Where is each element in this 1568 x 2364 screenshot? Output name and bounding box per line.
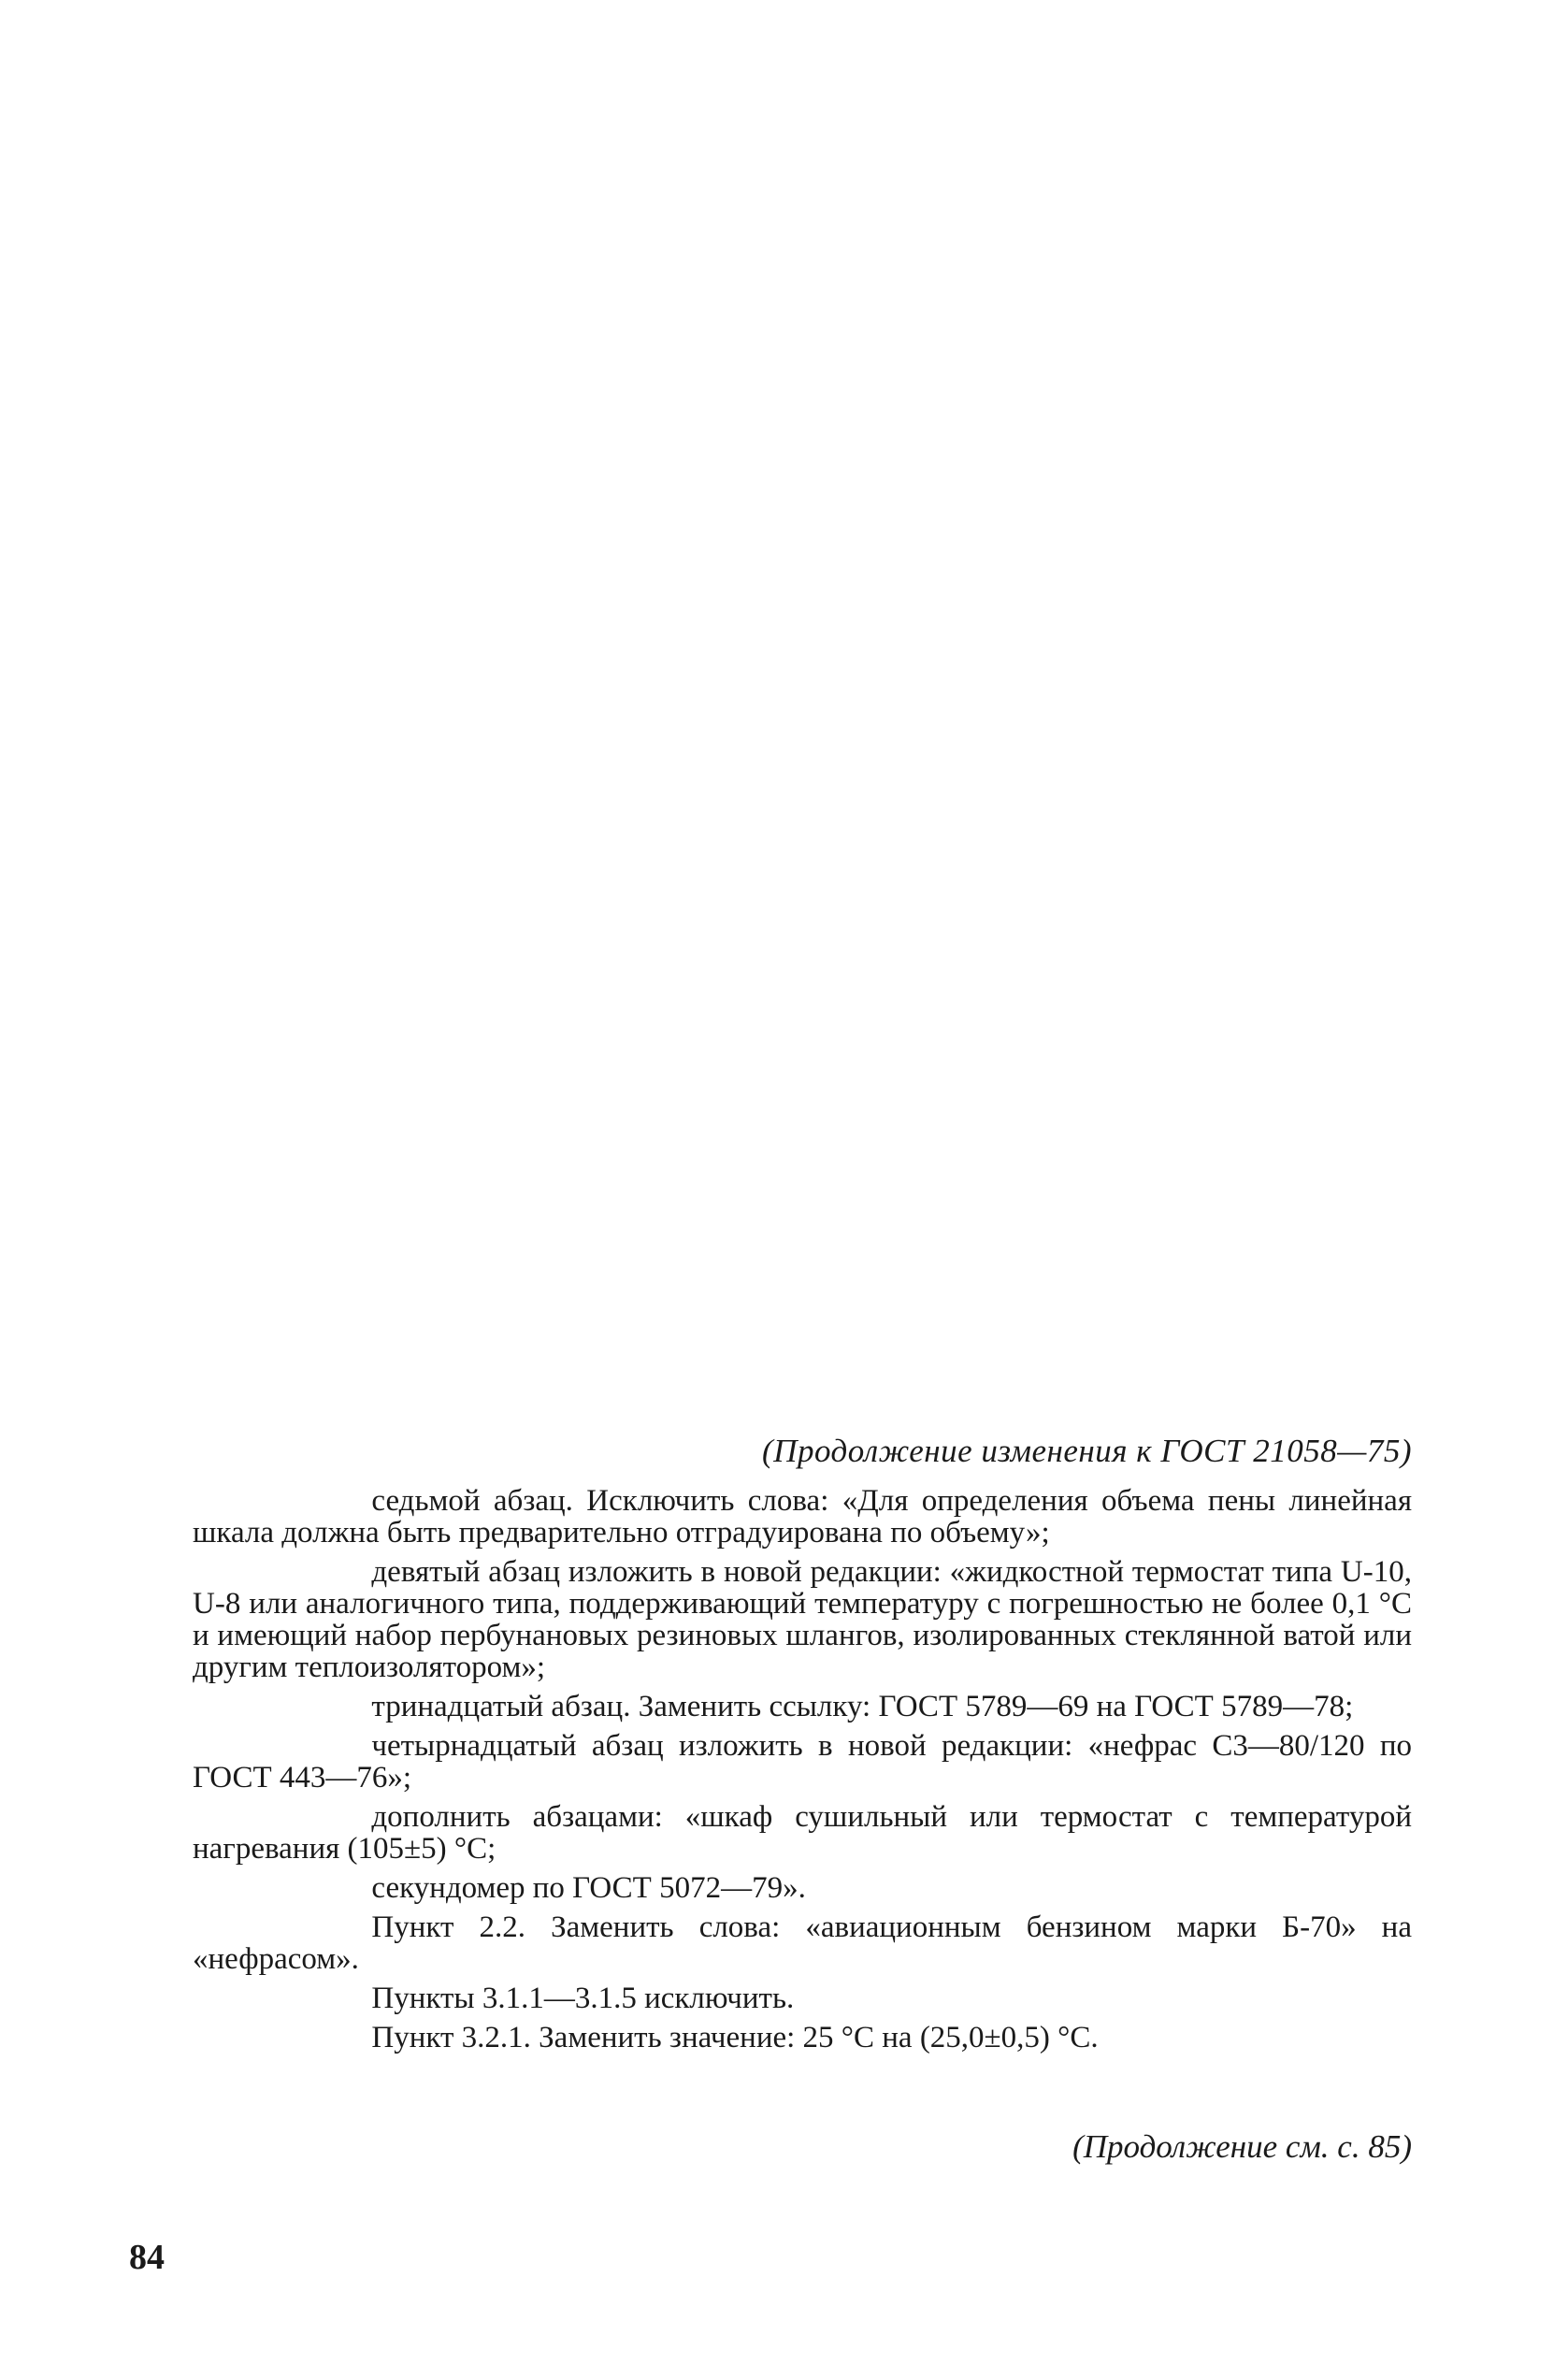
continuation-header: (Продолжение изменения к ГОСТ 21058—75) [762,1433,1412,1469]
paragraph-clauses-3-1: Пункты 3.1.1—3.1.5 исключить. [371,1982,795,2015]
document-body [193,1485,1412,2061]
paragraph-clause-2-2: Пункт 2.2. Заменить слова: «авиационным бензином марки Б-70» на «нефрасом». [193,1910,1412,1976]
continuation-footer: (Продолжение см. с. 85) [1072,2128,1412,2165]
paragraph-fourteenth-abzac: четырнадцатый абзац изложить в новой редакции: «нефрас С3—80/120 по ГОСТ 443—76»; [193,1729,1412,1795]
paragraph-seventh-abzac: седьмой абзац. Исключить слова: «Для определения объема пены линейная шкала должна быть предварительно отградуирована по объему»; [193,1484,1412,1550]
paragraph-stopwatch: секундомер по ГОСТ 5072—79». [371,1871,806,1905]
paragraph-clause-3-2-1: Пункт 3.2.1. Заменить значение: 25 °С на (25,0±0,5) °С. [371,2021,1099,2054]
paragraph-ninth-abzac: девятый абзац изложить в новой редакции: «жидкостной термостат типа U-10, U-8 или аналогичного типа, поддерживающий температуру с погрешностью не более 0,1 °С и имеющий набор пербунановых резиновых шлангов, изолированных стеклянной ватой или другим теплоизолятором»; [193,1555,1412,1684]
paragraph-thirteenth-abzac: тринадцатый абзац. Заменить ссылку: ГОСТ 5789—69 на ГОСТ 5789—78; [371,1690,1354,1723]
page-number: 84 [129,2238,165,2277]
paragraph-add-abzacs: дополнить абзацами: «шкаф сушильный или термостат с температурой нагревания (105±5) °С; [193,1800,1412,1866]
